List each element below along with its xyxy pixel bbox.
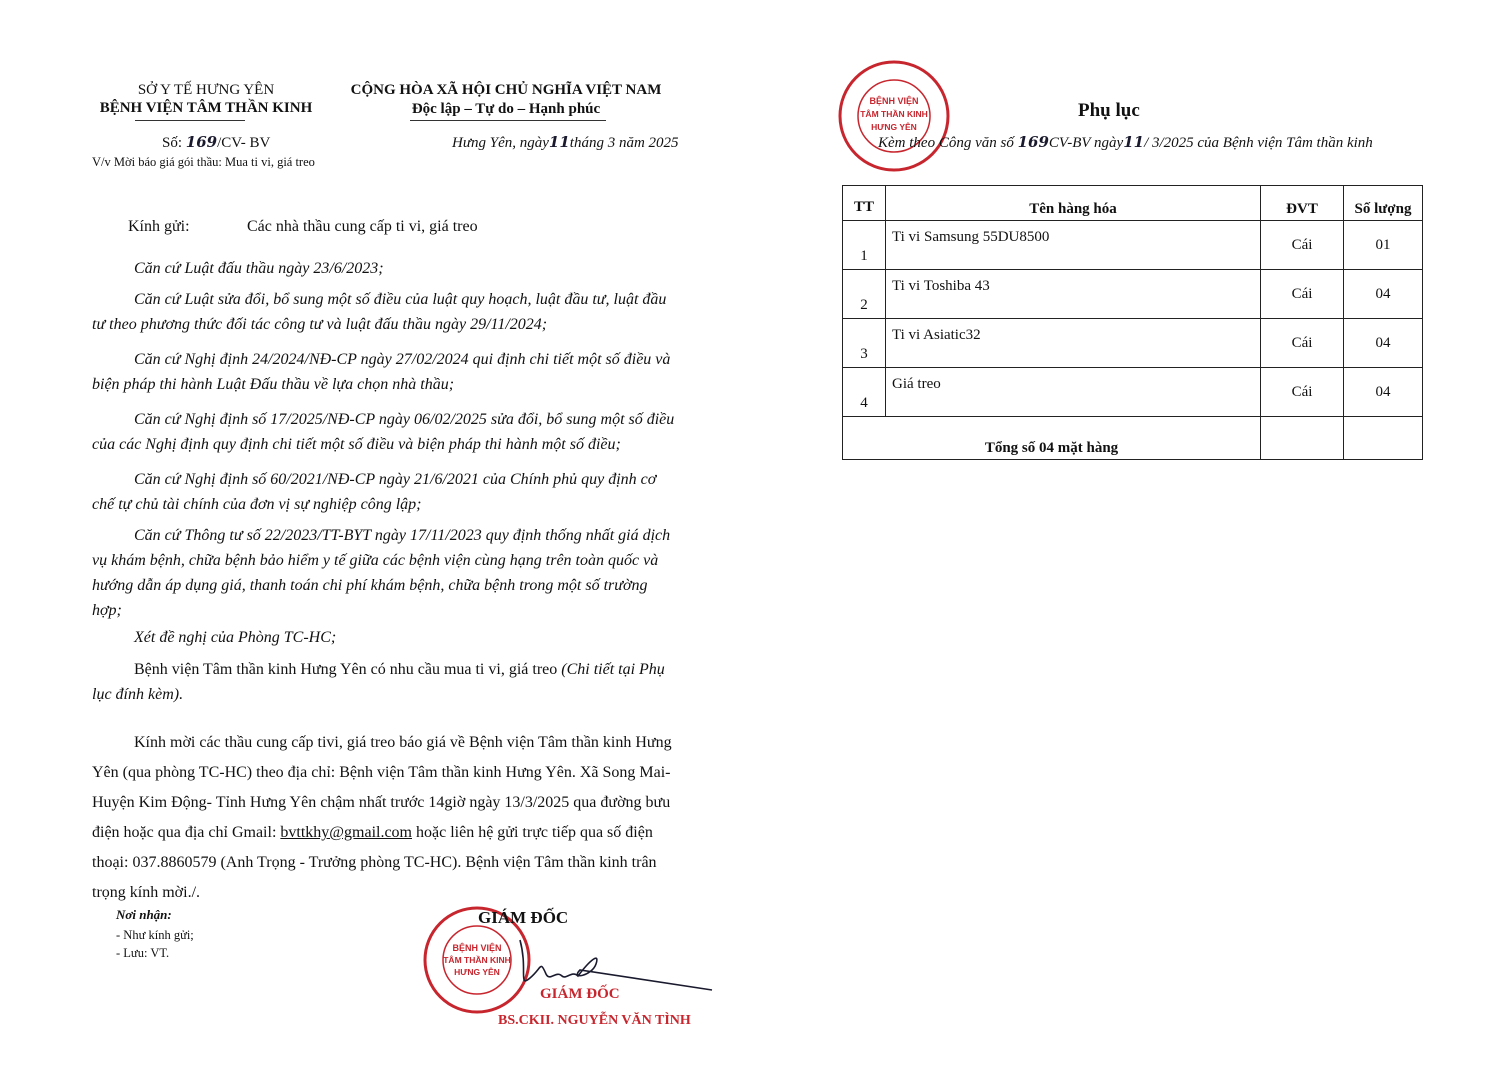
appendix-seal (836, 58, 952, 174)
header-divider-left (135, 120, 245, 121)
recipients-heading: Nơi nhận: (116, 907, 172, 922)
total-unit-empty (1261, 417, 1344, 460)
cell-tt: 4 (843, 368, 886, 417)
cell-tt: 1 (843, 221, 886, 270)
cell-qty: 04 (1344, 319, 1423, 368)
cell-unit: Cái (1261, 368, 1344, 417)
cell-qty: 01 (1344, 221, 1423, 270)
legal-basis-1: Căn cứ Luật đấu thầu ngày 23/6/2023; (134, 260, 384, 277)
handwritten-doc-number: 169 (185, 133, 218, 151)
subject-line: V/v Mời báo giá gói thầu: Mua ti vi, giá treo (92, 155, 315, 169)
purchase-need: Bệnh viện Tâm thần kinh Hưng Yên có nhu cầu mua ti vi, giá treo (Chi tiết tại Phụ lục đính kèm). (92, 661, 665, 703)
legal-basis-3: Căn cứ Nghị định 24/2024/NĐ-CP ngày 27/02/2024 qui định chi tiết một số điều và biện pháp thi hành Luật Đấu thầu về lựa chọn nhà thầu; (92, 351, 671, 393)
cell-unit: Cái (1261, 270, 1344, 319)
cell-tt: 2 (843, 270, 886, 319)
svg-text:BỆNH VIỆN: BỆNH VIỆN (869, 96, 919, 106)
email-link[interactable]: bvttkhy@gmail.com (280, 824, 412, 841)
cell-unit: Cái (1261, 319, 1344, 368)
legal-basis-7: Xét đề nghị của Phòng TC-HC; (134, 629, 337, 646)
total-qty-empty (1344, 417, 1423, 460)
cell-qty: 04 (1344, 270, 1423, 319)
svg-text:HƯNG YÊN: HƯNG YÊN (454, 967, 500, 977)
cell-name: Ti vi Asiatic32 (886, 319, 1261, 368)
nation-title: CỘNG HÒA XÃ HỘI CHỦ NGHĨA VIỆT NAM (350, 82, 662, 98)
cell-name: Ti vi Toshiba 43 (886, 270, 1261, 319)
goods-table (842, 185, 1423, 460)
greeting-label: Kính gửi: (128, 218, 190, 235)
col-header-qty: Số lượng (1344, 186, 1423, 221)
svg-text:BỆNH VIỆN: BỆNH VIỆN (452, 943, 502, 953)
cell-tt: 3 (843, 319, 886, 368)
table-row (843, 270, 1423, 319)
appendix-subtitle: Kèm theo Công văn số 169CV-BV ngày11/ 3/2025 của Bệnh viện Tâm thần kinh (878, 133, 1373, 151)
cell-unit: Cái (1261, 221, 1344, 270)
recipient-item: - Như kính gửi; (116, 928, 194, 942)
signer-title: GIÁM ĐỐC (478, 908, 569, 927)
table-row (843, 221, 1423, 270)
signer-name: BS.CKII. NGUYỄN VĂN TÌNH (498, 1013, 691, 1028)
legal-basis-4: Căn cứ Nghị định số 17/2025/NĐ-CP ngày 06/02/2025 sửa đổi, bổ sung một số điều của các Nghị định quy định chi tiết một số điều và biện pháp thi hành một số điều; (92, 411, 675, 453)
handwritten-day: 11 (548, 133, 570, 151)
appendix-title: Phụ lục (1078, 100, 1140, 121)
total-label: Tổng số 04 mặt hàng (843, 417, 1261, 460)
svg-text:TÂM THẦN KINH: TÂM THẦN KINH (443, 955, 511, 965)
legal-basis-6: Căn cứ Thông tư số 22/2023/TT-BYT ngày 17/11/2023 quy định thống nhất giá dịch vụ khám bệnh, chữa bệnh bảo hiểm y tế giữa các bệnh viện cùng hạng trên toàn quốc và hướng dẫn áp dụng giá, thanh toán chi phí khám bệnh, chữa bệnh trong một số trường hợp; (92, 527, 671, 619)
cell-name: Ti vi Samsung 55DU8500 (886, 221, 1261, 270)
greeting-recipient: Các nhà thầu cung cấp ti vi, giá treo (247, 218, 478, 235)
handwritten-day: 11 (1123, 133, 1145, 151)
cell-name: Giá treo (886, 368, 1261, 417)
document-number: Số: 169/CV- BV (162, 133, 271, 151)
recipient-item: - Lưu: VT. (116, 946, 170, 960)
cell-qty: 04 (1344, 368, 1423, 417)
legal-basis-5: Căn cứ Nghị định số 60/2021/NĐ-CP ngày 21/6/2021 của Chính phủ quy định cơ chế tự chủ tài chính của đơn vị sự nghiệp công lập; (92, 471, 657, 513)
col-header-unit: ĐVT (1261, 186, 1344, 221)
svg-text:TÂM THẦN KINH: TÂM THẦN KINH (860, 109, 928, 119)
invitation-paragraph: Kính mời các thầu cung cấp tivi, giá treo báo giá về Bệnh viện Tâm thần kinh Hưng Yên (qua phòng TC-HC) theo địa chỉ: Bệnh viện Tâm thần kinh Hưng Yên. Xã Song Mai- Huyện Kim Động- Tỉnh Hưng Yên chậm nhất trước 14giờ ngày 13/3/2025 qua đường bưu điện hoặc qua địa chỉ Gmail: bvttkhy@gmail.com hoặc liên hệ gửi trực tiếp qua số điện thoại: 037.8860579 (Anh Trọng - Trưởng phòng TC-HC). Bệnh viện Tâm thần kinh trân trọng kính mời./. (92, 734, 672, 901)
legal-basis-2: Căn cứ Luật sửa đổi, bổ sung một số điều của luật quy hoạch, luật đầu tư, luật đầu tư theo phương thức đối tác công tư và luật đấu thầu ngày 29/11/2024; (92, 291, 667, 333)
place-date: Hưng Yên, ngày11tháng 3 năm 2025 (452, 133, 679, 151)
table-row (843, 368, 1423, 417)
col-header-name: Tên hàng hóa (886, 186, 1261, 221)
handwritten-doc-number: 169 (1017, 133, 1049, 151)
authority-name: SỞ Y TẾ HƯNG YÊN (137, 82, 275, 98)
svg-text:HƯNG YÊN: HƯNG YÊN (871, 122, 917, 132)
header-divider-right (410, 120, 606, 121)
table-header-row (843, 186, 1423, 221)
stamp-role: GIÁM ĐỐC (540, 986, 620, 1002)
hospital-name: BỆNH VIỆN TÂM THẦN KINH (99, 100, 313, 116)
table-row (843, 319, 1423, 368)
col-header-tt: TT (843, 186, 886, 221)
nation-motto: Độc lập – Tự do – Hạnh phúc (411, 101, 601, 117)
table-total-row (843, 417, 1423, 460)
